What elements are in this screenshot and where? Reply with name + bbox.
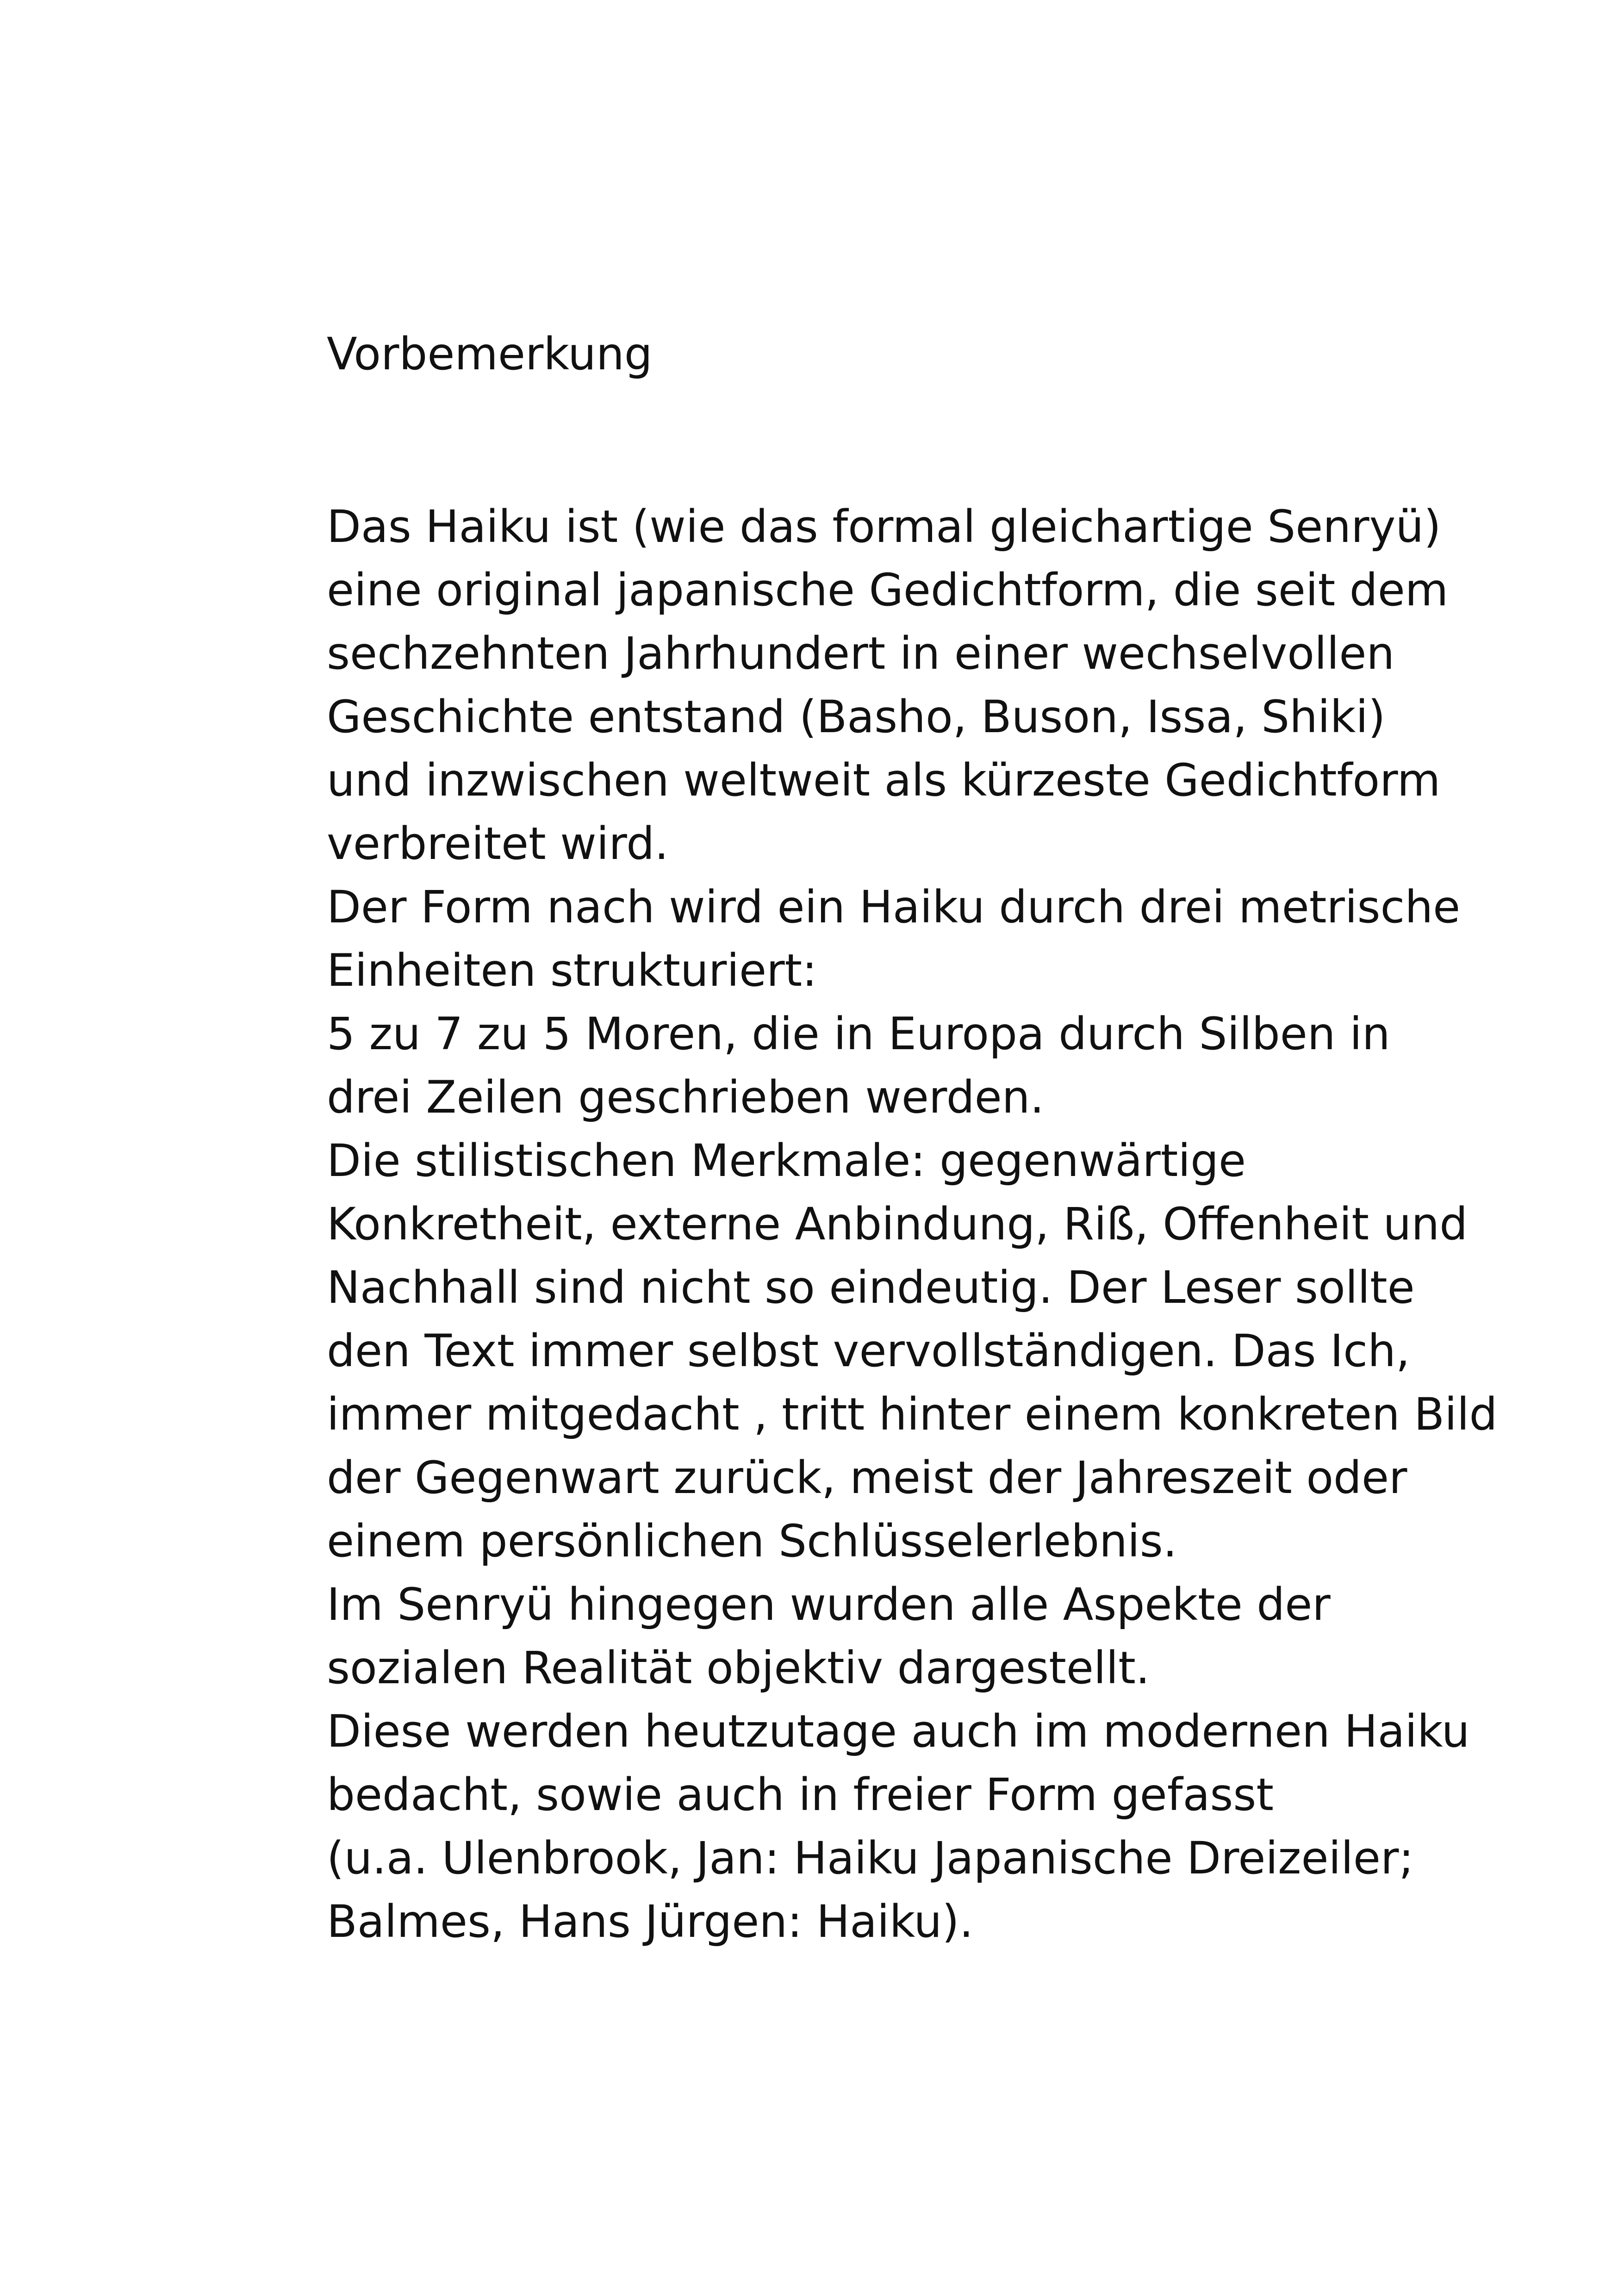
text-line: sechzehnten Jahrhundert in einer wechselvollen [327, 628, 1395, 679]
text-line: eine original japanische Gedichtform, die seit dem [327, 564, 1449, 616]
page-heading: Vorbemerkung [327, 328, 653, 380]
text-line: 5 zu 7 zu 5 Moren, die in Europa durch Silben in [327, 1008, 1390, 1060]
text-line: drei Zeilen geschrieben werden. [327, 1071, 1045, 1123]
text-line: Nachhall sind nicht so eindeutig. Der Leser sollte [327, 1262, 1415, 1313]
text-line: Einheiten strukturiert: [327, 945, 817, 996]
text-line: verbreitet wird. [327, 818, 669, 870]
text-line: bedacht, sowie auch in freier Form gefasst [327, 1769, 1274, 1821]
body-text [327, 495, 1498, 1954]
text-line: Die stilistischen Merkmale: gegenwärtige [327, 1135, 1246, 1187]
text-line: Im Senryü hingegen wurden alle Aspekte der [327, 1579, 1331, 1630]
text-line: und inzwischen weltweit als kürzeste Gedichtform [327, 754, 1441, 806]
text-line: Der Form nach wird ein Haiku durch drei metrische [327, 881, 1461, 933]
text-line: Geschichte entstand (Basho, Buson, Issa, Shiki) [327, 691, 1386, 743]
text-line: sozialen Realität objektiv dargestellt. [327, 1642, 1150, 1694]
text-line: den Text immer selbst vervollständigen. Das Ich, [327, 1325, 1410, 1377]
text-line: Balmes, Hans Jürgen: Haiku). [327, 1896, 974, 1948]
text-line: Konkretheit, externe Anbindung, Riß, Offenheit und [327, 1198, 1468, 1250]
text-line: Das Haiku ist (wie das formal gleichartige Senryü) [327, 501, 1441, 553]
text-line: der Gegenwart zurück, meist der Jahreszeit oder [327, 1452, 1407, 1504]
text-line: einem persönlichen Schlüsselerlebnis. [327, 1515, 1177, 1567]
text-line: Diese werden heutzutage auch im modernen Haiku [327, 1705, 1470, 1757]
text-line: (u.a. Ulenbrook, Jan: Haiku Japanische Dreizeiler; [327, 1832, 1414, 1884]
text-line: immer mitgedacht , tritt hinter einem konkreten Bild [327, 1388, 1498, 1440]
